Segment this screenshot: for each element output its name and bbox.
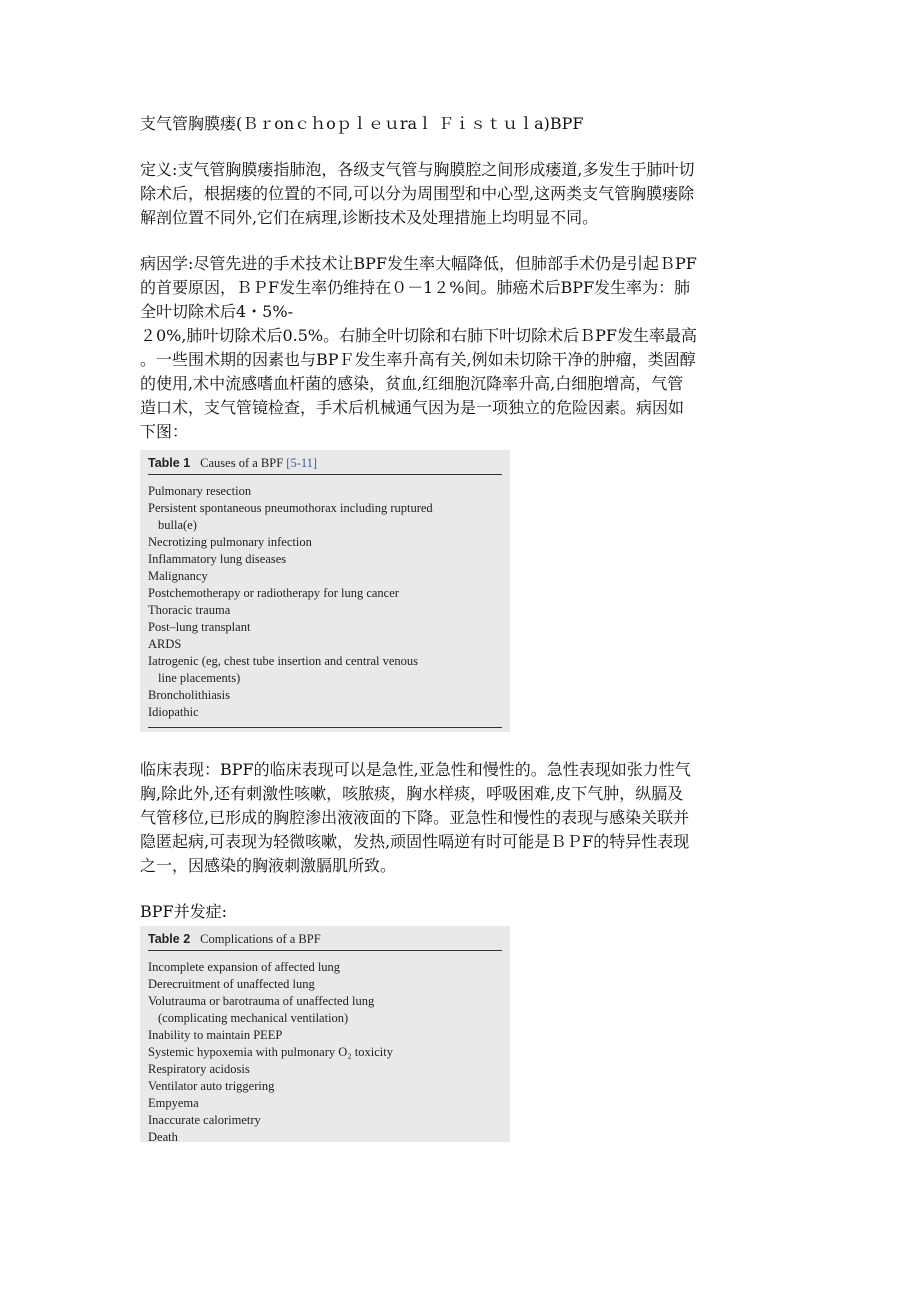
table-row: [148, 585, 502, 602]
table-row: [148, 500, 502, 534]
text-line: 的使用,术中流感嗜血杆菌的感染，贫血,红细胞沉降率升高,白细胞增高，气管: [140, 374, 684, 393]
table-row-text: Systemic hypoxemia with pulmonary O₂ toxicity: [148, 1045, 393, 1059]
table-caption: Complications of a BPF: [200, 932, 321, 946]
document-title: 支气管胸膜瘘(Ｂｒonｃｈoｐｌｅｕraｌ Ｆｉｓｔｕｌa)BPF: [140, 114, 584, 133]
text-line: 胸,除此外,还有刺激性咳嗽，咳脓痰，胸水样痰，呼吸困难,皮下气肿，纵膈及: [140, 784, 684, 803]
table-row-text: Thoracic trauma: [148, 603, 231, 617]
table-row: [148, 1129, 502, 1146]
text-line: 下图：: [140, 422, 189, 441]
table-row: [148, 636, 502, 653]
table-row-text: Iatrogenic (eg, chest tube insertion and central venous: [148, 654, 419, 668]
table-body: [148, 951, 502, 1152]
table-row-text: Idiopathic: [148, 705, 199, 719]
table-row: [148, 483, 502, 500]
table-row-text: Ventilator auto triggering: [148, 1079, 275, 1093]
document-page: [140, 112, 790, 1142]
table-row-text: Incomplete expansion of affected lung: [148, 960, 341, 974]
text-line: 全叶切除术后4・5%-: [140, 302, 293, 321]
text-line: 气管移位,已形成的胸腔渗出液液面的下降。亚急性和慢性的表现与感染关联并: [140, 808, 690, 827]
table-row: [148, 568, 502, 585]
text-line: 的首要原因，ＢＰF发生率仍维持在０－1２%间。肺癌术后BPF发生率为：肺: [140, 278, 691, 297]
table-row: [148, 704, 502, 721]
table-label: Table 1: [148, 456, 191, 470]
text-line: 临床表现：BPF的临床表现可以是急性,亚急性和慢性的。急性表现如张力性气: [140, 760, 691, 779]
table-row-text: Postchemotherapy or radiotherapy for lung cancer: [148, 586, 399, 600]
table-row-text: Persistent spontaneous pneumothorax including ruptured: [148, 501, 433, 515]
table-body: [148, 475, 502, 728]
clinical-paragraph: [140, 758, 790, 878]
text-line: 。一些围术期的因素也与BPＦ发生率升高有关,例如未切除干净的肿瘤，类固醇: [140, 350, 696, 369]
table-row: [148, 1078, 502, 1095]
table-row: [148, 619, 502, 636]
table-row-text: Empyema: [148, 1096, 199, 1110]
table-row-text: Pulmonary resection: [148, 484, 252, 498]
complications-table-image: [140, 926, 510, 1142]
text-line: 之一，因感染的胸液刺激膈肌所致。: [140, 856, 397, 875]
table-header: [148, 456, 502, 475]
table-row-text: Post–lung transplant: [148, 620, 251, 634]
definition-paragraph: [140, 158, 790, 230]
table-row: [148, 993, 502, 1027]
table-ref-link: [5-11]: [286, 456, 318, 470]
table-row: [148, 687, 502, 704]
table-row-text: Broncholithiasis: [148, 688, 230, 702]
text-line: ２0%,肺叶切除术后0.5%。右肺全叶切除和右肺下叶切除术后ＢPF发生率最高: [140, 326, 697, 345]
table-row: [148, 534, 502, 551]
table-row-text: Derecruitment of unaffected lung: [148, 977, 315, 991]
table-row-text: ARDS: [148, 637, 182, 651]
table-row: [148, 1112, 502, 1129]
table-row: [148, 653, 502, 687]
table-row: [148, 976, 502, 993]
table-row-text: Necrotizing pulmonary infection: [148, 535, 312, 549]
table-label: Table 2: [148, 932, 191, 946]
table-row: [148, 602, 502, 619]
text-line: 解剖位置不同外,它们在病理,诊断技术及处理措施上均明显不同。: [140, 208, 599, 227]
table-row: [148, 959, 502, 976]
table-row-text: Malignancy: [148, 569, 208, 583]
etiology-paragraph: [140, 252, 790, 444]
table-row-text: Death: [148, 1130, 178, 1144]
table-row: [148, 1027, 502, 1044]
table-row-text: Inaccurate calorimetry: [148, 1113, 261, 1127]
text-line: 造口术，支气管镜检查，手术后机械通气因为是一项独立的危险因素。病因如: [140, 398, 685, 417]
table-row: [148, 1061, 502, 1078]
table-row-continuation: (complicating mechanical ventilation): [158, 1011, 349, 1025]
table-row: [148, 551, 502, 568]
table-row-text: Inability to maintain PEEP: [148, 1028, 283, 1042]
table-header: [148, 932, 502, 951]
table-row-continuation: line placements): [158, 671, 241, 685]
table-row-continuation: bulla(e): [158, 518, 197, 532]
complications-heading: BPF并发症:: [140, 902, 228, 921]
table-row-text: Respiratory acidosis: [148, 1062, 250, 1076]
table-row: [148, 1095, 502, 1112]
table-row-text: Volutrauma or barotrauma of unaffected lung: [148, 994, 375, 1008]
text-line: 除术后，根据瘘的位置的不同,可以分为周围型和中心型,这两类支气管胸膜瘘除: [140, 184, 695, 203]
causes-table-image: [140, 450, 510, 732]
table-row: [148, 1044, 502, 1061]
text-line: 定义:支气管胸膜瘘指肺泡，各级支气管与胸膜腔之间形成瘘道,多发生于肺叶切: [140, 160, 695, 179]
table-row-text: Inflammatory lung diseases: [148, 552, 287, 566]
text-line: 病因学:尽管先进的手术技术让BPF发生率大幅降低，但肺部手术仍是引起ＢPF: [140, 254, 697, 273]
text-line: 隐匿起病,可表现为轻微咳嗽，发热,顽固性嗝逆有时可能是ＢＰF的特异性表现: [140, 832, 690, 851]
table-caption: Causes of a BPF: [200, 456, 284, 470]
